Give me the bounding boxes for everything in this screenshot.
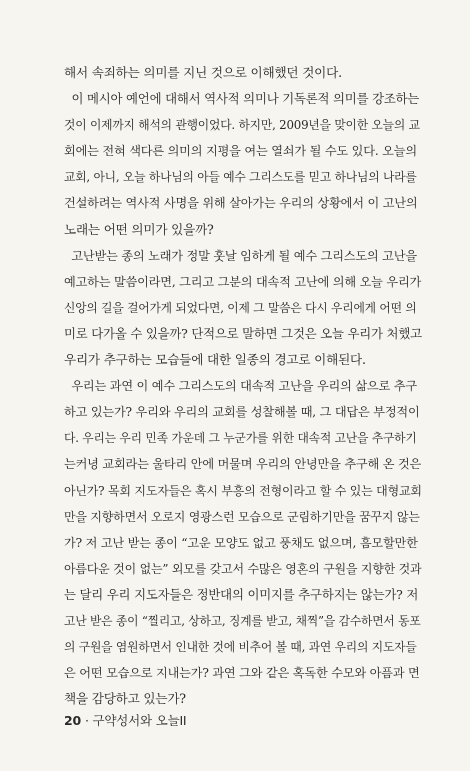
text-line: 는커녕 교회라는 울타리 안에 머물며 우리의 안녕만을 추구해 온 것은 xyxy=(64,457,422,472)
page-number: 20 xyxy=(64,713,81,728)
text-line: 하고 있는가? 우리와 우리의 교회를 성찰해볼 때, 그 대답은 부정적이 xyxy=(64,405,420,420)
text-line: 노래는 어떤 의미가 있을까? xyxy=(64,221,214,237)
text-line: 의 구원을 염원하면서 인내한 것에 비추어 볼 때, 과연 우리의 지도자들 xyxy=(64,640,417,655)
page-footer xyxy=(64,711,186,729)
text-line: 신앙의 길을 걸어가게 되었다면, 이제 그 말씀은 다시 우리에게 어떤 의 xyxy=(64,300,417,315)
paragraph-3 xyxy=(64,243,422,373)
paragraph-1 xyxy=(64,60,422,86)
text-line: 고난받는 종의 노래가 정말 훗날 임하게 될 예수 그리스도의 고난을 xyxy=(64,248,417,263)
text-line: 아닌가? 목회 지도자들은 혹시 부흥의 전형이라고 할 수 있는 대형교회 xyxy=(64,483,422,498)
text-line: 은 어떤 모습으로 지내는가? 과연 그와 같은 혹독한 수모와 아픔과 면 xyxy=(64,666,420,681)
text-line: 이 메시아 예언에 대해서 역사적 의미나 기독론적 의미를 강조하는 xyxy=(64,91,420,107)
text-line: 해서 속죄하는 의미를 지닌 것으로 이해했던 것이다. xyxy=(64,65,342,80)
text-line: 다. 우리는 우리 민족 가운데 그 누군가를 위한 대속적 고난을 추구하기 xyxy=(64,431,417,446)
body-text xyxy=(64,60,422,712)
running-title: · 구약성서와 오늘II xyxy=(85,713,187,728)
text-line: 고난 받은 종이 “찔리고, 상하고, 징계를 받고, 채찍”을 감수하면서 동포 xyxy=(64,613,421,628)
text-line: 는 달리 우리 지도자들은 정반대의 이미지를 추구하지는 않는가? 저 xyxy=(64,586,419,602)
text-line: 우리가 추구하는 모습들에 대한 일종의 경고로 이해된다. xyxy=(64,352,366,368)
text-line: 건설하려는 역사적 사명을 위해 살아가는 우리의 상황에서 이 고난의 xyxy=(64,196,418,211)
text-line: 미로 다가올 수 있을까? 단적으로 말하면 그것은 오늘 우리가 처했고 xyxy=(64,325,422,341)
text-line: 우리는 과연 이 예수 그리스도의 대속적 고난을 우리의 삶으로 추구 xyxy=(64,379,417,394)
text-line: 예고하는 말씀이라면, 그리고 그분의 대속적 고난에 의해 오늘 우리가 xyxy=(64,274,422,289)
text-line: 것이 이제까지 해석의 관행이었다. 하지만, 2009년을 맞이한 오늘의 교 xyxy=(64,118,420,133)
paragraph-2 xyxy=(64,86,422,243)
text-line: 아름다운 것이 없는” 외모를 갖고서 수많은 영혼의 구원을 지향한 것과 xyxy=(64,561,422,576)
text-line: 회에는 전혀 색다른 의미의 지평을 여는 열쇠가 될 수도 있다. 오늘의 xyxy=(64,144,417,159)
text-line: 가? 저 고난 받는 종이 “고운 모양도 없고 풍채도 없으며, 흠모할만한 xyxy=(64,535,418,550)
text-line: 교회, 아니, 오늘 하나님의 아들 예수 그리스도를 믿고 하나님의 나라를 xyxy=(64,170,417,185)
paragraph-4 xyxy=(64,373,422,712)
text-line: 책을 감당하고 있는가? xyxy=(64,691,186,707)
text-line: 만을 지향하면서 오로지 영광스런 모습으로 군림하기만을 꿈꾸지 않는 xyxy=(64,509,420,524)
